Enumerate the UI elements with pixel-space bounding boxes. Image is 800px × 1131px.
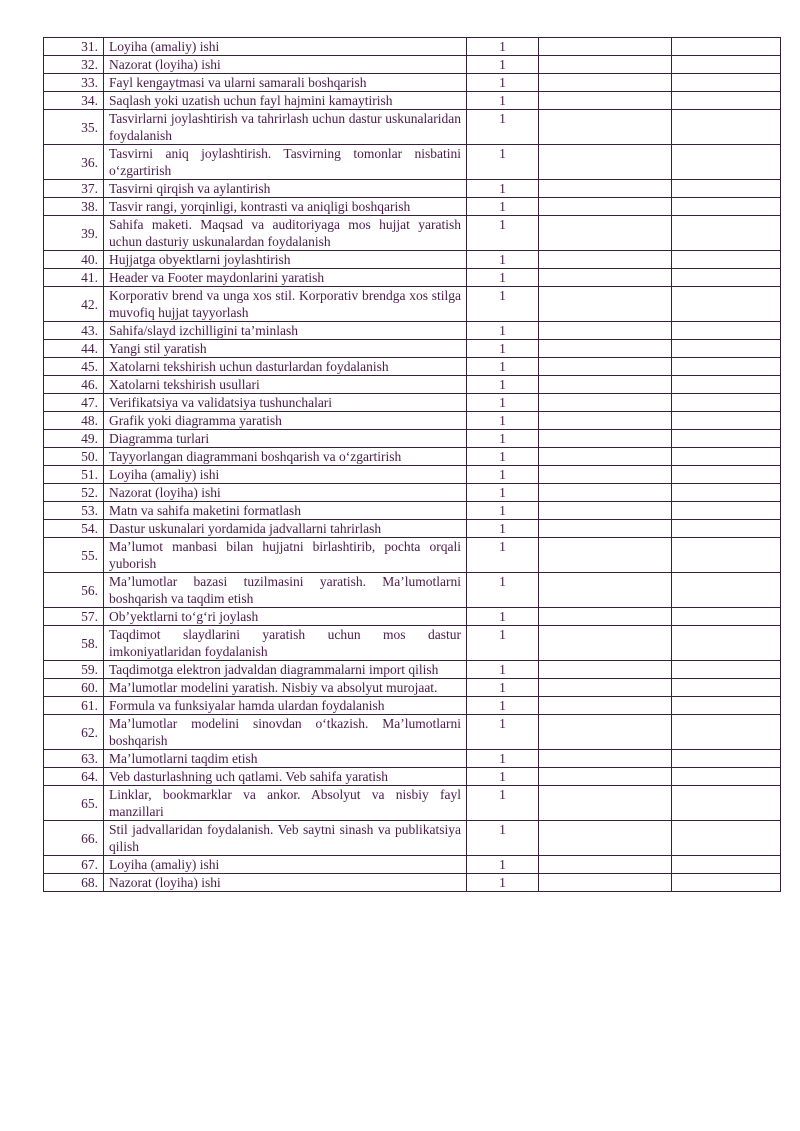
row-number: 46. <box>44 376 104 394</box>
row-title: Tasvirlarni joylashtirish va tahrirlash uchun dastur uskunalaridan foydalanish <box>104 110 467 145</box>
row-empty-cell <box>539 520 672 538</box>
table-row <box>44 874 781 892</box>
table-row <box>44 92 781 110</box>
row-number: 51. <box>44 466 104 484</box>
row-hours: 1 <box>467 573 539 608</box>
row-empty-cell <box>672 821 781 856</box>
table-row <box>44 821 781 856</box>
table-row <box>44 626 781 661</box>
row-hours: 1 <box>467 786 539 821</box>
row-hours: 1 <box>467 376 539 394</box>
row-title: Ma’lumotlar bazasi tuzilmasini yaratish. Ma’lumotlarni boshqarish va taqdim etish <box>104 573 467 608</box>
row-empty-cell <box>672 520 781 538</box>
row-title: Hujjatga obyektlarni joylashtirish <box>104 251 467 269</box>
row-empty-cell <box>672 38 781 56</box>
row-hours: 1 <box>467 216 539 251</box>
row-title: Xatolarni tekshirish usullari <box>104 376 467 394</box>
row-number: 62. <box>44 715 104 750</box>
row-hours: 1 <box>467 56 539 74</box>
row-title: Diagramma turlari <box>104 430 467 448</box>
row-title: Loyiha (amaliy) ishi <box>104 856 467 874</box>
row-empty-cell <box>672 626 781 661</box>
table-row <box>44 394 781 412</box>
row-hours: 1 <box>467 484 539 502</box>
table-row <box>44 38 781 56</box>
row-number: 53. <box>44 502 104 520</box>
row-number: 66. <box>44 821 104 856</box>
row-number: 54. <box>44 520 104 538</box>
row-empty-cell <box>539 216 672 251</box>
row-empty-cell <box>539 180 672 198</box>
row-empty-cell <box>672 679 781 697</box>
row-title: Ma’lumotlarni taqdim etish <box>104 750 467 768</box>
row-number: 63. <box>44 750 104 768</box>
row-empty-cell <box>539 340 672 358</box>
curriculum-table-body <box>44 38 781 892</box>
row-hours: 1 <box>467 322 539 340</box>
row-title: Ma’lumotlar modelini sinovdan oʻtkazish. Ma’lumotlarni boshqarish <box>104 715 467 750</box>
row-hours: 1 <box>467 821 539 856</box>
row-title: Tayyorlangan diagrammani boshqarish va oʻzgartirish <box>104 448 467 466</box>
row-empty-cell <box>672 750 781 768</box>
row-empty-cell <box>539 856 672 874</box>
row-empty-cell <box>672 269 781 287</box>
table-row <box>44 430 781 448</box>
table-row <box>44 110 781 145</box>
table-row <box>44 768 781 786</box>
table-row <box>44 856 781 874</box>
row-empty-cell <box>672 448 781 466</box>
row-hours: 1 <box>467 715 539 750</box>
table-row <box>44 358 781 376</box>
row-number: 47. <box>44 394 104 412</box>
row-empty-cell <box>539 626 672 661</box>
row-empty-cell <box>539 715 672 750</box>
row-empty-cell <box>539 697 672 715</box>
row-empty-cell <box>672 376 781 394</box>
row-empty-cell <box>539 198 672 216</box>
row-number: 34. <box>44 92 104 110</box>
row-hours: 1 <box>467 466 539 484</box>
row-empty-cell <box>672 340 781 358</box>
table-row <box>44 608 781 626</box>
table-row <box>44 484 781 502</box>
row-hours: 1 <box>467 269 539 287</box>
row-number: 49. <box>44 430 104 448</box>
table-row <box>44 466 781 484</box>
row-empty-cell <box>539 874 672 892</box>
row-hours: 1 <box>467 768 539 786</box>
row-empty-cell <box>672 394 781 412</box>
table-row <box>44 269 781 287</box>
curriculum-table <box>43 37 781 892</box>
row-hours: 1 <box>467 520 539 538</box>
table-row <box>44 697 781 715</box>
row-empty-cell <box>672 74 781 92</box>
table-row <box>44 412 781 430</box>
row-title: Fayl kengaytmasi va ularni samarali boshqarish <box>104 74 467 92</box>
row-empty-cell <box>672 715 781 750</box>
row-empty-cell <box>539 376 672 394</box>
row-empty-cell <box>539 92 672 110</box>
row-number: 48. <box>44 412 104 430</box>
row-number: 61. <box>44 697 104 715</box>
row-empty-cell <box>672 661 781 679</box>
row-title: Loyiha (amaliy) ishi <box>104 466 467 484</box>
table-row <box>44 198 781 216</box>
row-title: Formula va funksiyalar hamda ulardan foydalanish <box>104 697 467 715</box>
row-hours: 1 <box>467 502 539 520</box>
row-title: Tasvirni aniq joylashtirish. Tasvirning tomonlar nisbatini oʻzgartirish <box>104 145 467 180</box>
row-empty-cell <box>539 679 672 697</box>
table-row <box>44 340 781 358</box>
row-title: Korporativ brend va unga xos stil. Korporativ brendga xos stilga muvofiq hujjat tayyorlash <box>104 287 467 322</box>
row-number: 36. <box>44 145 104 180</box>
row-title: Yangi stil yaratish <box>104 340 467 358</box>
row-number: 41. <box>44 269 104 287</box>
row-empty-cell <box>672 322 781 340</box>
row-empty-cell <box>539 538 672 573</box>
row-empty-cell <box>539 56 672 74</box>
table-row <box>44 322 781 340</box>
row-empty-cell <box>539 394 672 412</box>
row-title: Saqlash yoki uzatish uchun fayl hajmini kamaytirish <box>104 92 467 110</box>
row-empty-cell <box>672 180 781 198</box>
row-hours: 1 <box>467 448 539 466</box>
row-title: Sahifa/slayd izchilligini ta’minlash <box>104 322 467 340</box>
table-row <box>44 74 781 92</box>
row-hours: 1 <box>467 626 539 661</box>
row-title: Verifikatsiya va validatsiya tushunchalari <box>104 394 467 412</box>
row-number: 44. <box>44 340 104 358</box>
row-hours: 1 <box>467 661 539 679</box>
row-hours: 1 <box>467 251 539 269</box>
row-empty-cell <box>539 608 672 626</box>
table-row <box>44 538 781 573</box>
row-empty-cell <box>539 821 672 856</box>
row-number: 42. <box>44 287 104 322</box>
table-row <box>44 56 781 74</box>
row-title: Dastur uskunalari yordamida jadvallarni tahrirlash <box>104 520 467 538</box>
table-row <box>44 573 781 608</box>
row-empty-cell <box>672 430 781 448</box>
row-empty-cell <box>539 322 672 340</box>
row-number: 31. <box>44 38 104 56</box>
row-hours: 1 <box>467 679 539 697</box>
row-hours: 1 <box>467 394 539 412</box>
row-number: 67. <box>44 856 104 874</box>
table-row <box>44 786 781 821</box>
row-empty-cell <box>539 484 672 502</box>
row-hours: 1 <box>467 198 539 216</box>
row-title: Stil jadvallaridan foydalanish. Veb saytni sinash va publikatsiya qilish <box>104 821 467 856</box>
row-title: Taqdimotga elektron jadvaldan diagrammalarni import qilish <box>104 661 467 679</box>
row-empty-cell <box>539 74 672 92</box>
row-empty-cell <box>539 466 672 484</box>
row-empty-cell <box>539 358 672 376</box>
table-row <box>44 661 781 679</box>
row-empty-cell <box>539 412 672 430</box>
row-hours: 1 <box>467 750 539 768</box>
table-row <box>44 216 781 251</box>
row-empty-cell <box>672 768 781 786</box>
table-row <box>44 180 781 198</box>
row-empty-cell <box>672 110 781 145</box>
row-number: 50. <box>44 448 104 466</box>
row-number: 40. <box>44 251 104 269</box>
row-number: 37. <box>44 180 104 198</box>
row-empty-cell <box>539 750 672 768</box>
row-number: 65. <box>44 786 104 821</box>
row-number: 57. <box>44 608 104 626</box>
row-empty-cell <box>672 786 781 821</box>
row-empty-cell <box>672 287 781 322</box>
row-number: 38. <box>44 198 104 216</box>
row-empty-cell <box>672 608 781 626</box>
row-empty-cell <box>539 661 672 679</box>
row-empty-cell <box>539 502 672 520</box>
row-number: 55. <box>44 538 104 573</box>
row-empty-cell <box>539 786 672 821</box>
row-title: Nazorat (loyiha) ishi <box>104 874 467 892</box>
row-hours: 1 <box>467 287 539 322</box>
row-empty-cell <box>672 412 781 430</box>
row-empty-cell <box>672 573 781 608</box>
row-empty-cell <box>539 38 672 56</box>
row-hours: 1 <box>467 38 539 56</box>
row-empty-cell <box>672 697 781 715</box>
row-title: Grafik yoki diagramma yaratish <box>104 412 467 430</box>
row-title: Matn va sahifa maketini formatlash <box>104 502 467 520</box>
row-title: Xatolarni tekshirish uchun dasturlardan foydalanish <box>104 358 467 376</box>
row-hours: 1 <box>467 412 539 430</box>
row-hours: 1 <box>467 358 539 376</box>
table-row <box>44 520 781 538</box>
row-number: 58. <box>44 626 104 661</box>
row-title: Loyiha (amaliy) ishi <box>104 38 467 56</box>
row-hours: 1 <box>467 697 539 715</box>
row-empty-cell <box>672 856 781 874</box>
row-title: Header va Footer maydonlarini yaratish <box>104 269 467 287</box>
row-title: Sahifa maketi. Maqsad va auditoriyaga mos hujjat yaratish uchun dasturiy uskunalardan foydalanish <box>104 216 467 251</box>
row-hours: 1 <box>467 538 539 573</box>
row-empty-cell <box>539 145 672 180</box>
table-row <box>44 145 781 180</box>
row-title: Taqdimot slaydlarini yaratish uchun mos dastur imkoniyatlaridan foydalanish <box>104 626 467 661</box>
row-empty-cell <box>672 145 781 180</box>
row-title: Ma’lumotlar modelini yaratish. Nisbiy va absolyut murojaat. <box>104 679 467 697</box>
row-number: 68. <box>44 874 104 892</box>
row-empty-cell <box>539 448 672 466</box>
row-empty-cell <box>672 502 781 520</box>
row-empty-cell <box>672 216 781 251</box>
row-empty-cell <box>539 573 672 608</box>
row-empty-cell <box>672 874 781 892</box>
row-hours: 1 <box>467 74 539 92</box>
row-number: 39. <box>44 216 104 251</box>
row-empty-cell <box>539 287 672 322</box>
row-title: Nazorat (loyiha) ishi <box>104 484 467 502</box>
row-empty-cell <box>539 110 672 145</box>
row-empty-cell <box>539 768 672 786</box>
row-number: 32. <box>44 56 104 74</box>
row-title: Tasvir rangi, yorqinligi, kontrasti va aniqligi boshqarish <box>104 198 467 216</box>
row-hours: 1 <box>467 608 539 626</box>
row-hours: 1 <box>467 856 539 874</box>
row-empty-cell <box>672 92 781 110</box>
row-empty-cell <box>539 269 672 287</box>
row-title: Nazorat (loyiha) ishi <box>104 56 467 74</box>
row-title: Obʼyektlarni toʻgʻri joylash <box>104 608 467 626</box>
row-empty-cell <box>672 251 781 269</box>
row-hours: 1 <box>467 180 539 198</box>
row-number: 60. <box>44 679 104 697</box>
row-empty-cell <box>539 251 672 269</box>
row-hours: 1 <box>467 110 539 145</box>
table-row <box>44 287 781 322</box>
table-row <box>44 679 781 697</box>
table-row <box>44 502 781 520</box>
row-hours: 1 <box>467 92 539 110</box>
table-row <box>44 448 781 466</box>
table-row <box>44 715 781 750</box>
row-title: Ma’lumot manbasi bilan hujjatni birlashtirib, pochta orqali yuborish <box>104 538 467 573</box>
row-number: 56. <box>44 573 104 608</box>
table-row <box>44 750 781 768</box>
row-number: 64. <box>44 768 104 786</box>
table-row <box>44 251 781 269</box>
row-title: Tasvirni qirqish va aylantirish <box>104 180 467 198</box>
row-hours: 1 <box>467 430 539 448</box>
row-number: 52. <box>44 484 104 502</box>
row-hours: 1 <box>467 340 539 358</box>
row-empty-cell <box>672 358 781 376</box>
row-empty-cell <box>672 466 781 484</box>
row-empty-cell <box>672 198 781 216</box>
row-number: 45. <box>44 358 104 376</box>
row-empty-cell <box>672 484 781 502</box>
row-number: 59. <box>44 661 104 679</box>
table-row <box>44 376 781 394</box>
row-empty-cell <box>672 538 781 573</box>
row-title: Veb dasturlashning uch qatlami. Veb sahifa yaratish <box>104 768 467 786</box>
row-hours: 1 <box>467 145 539 180</box>
row-hours: 1 <box>467 874 539 892</box>
row-empty-cell <box>672 56 781 74</box>
row-number: 43. <box>44 322 104 340</box>
row-number: 35. <box>44 110 104 145</box>
row-empty-cell <box>539 430 672 448</box>
row-title: Linklar, bookmarklar va ankor. Absolyut va nisbiy fayl manzillari <box>104 786 467 821</box>
row-number: 33. <box>44 74 104 92</box>
